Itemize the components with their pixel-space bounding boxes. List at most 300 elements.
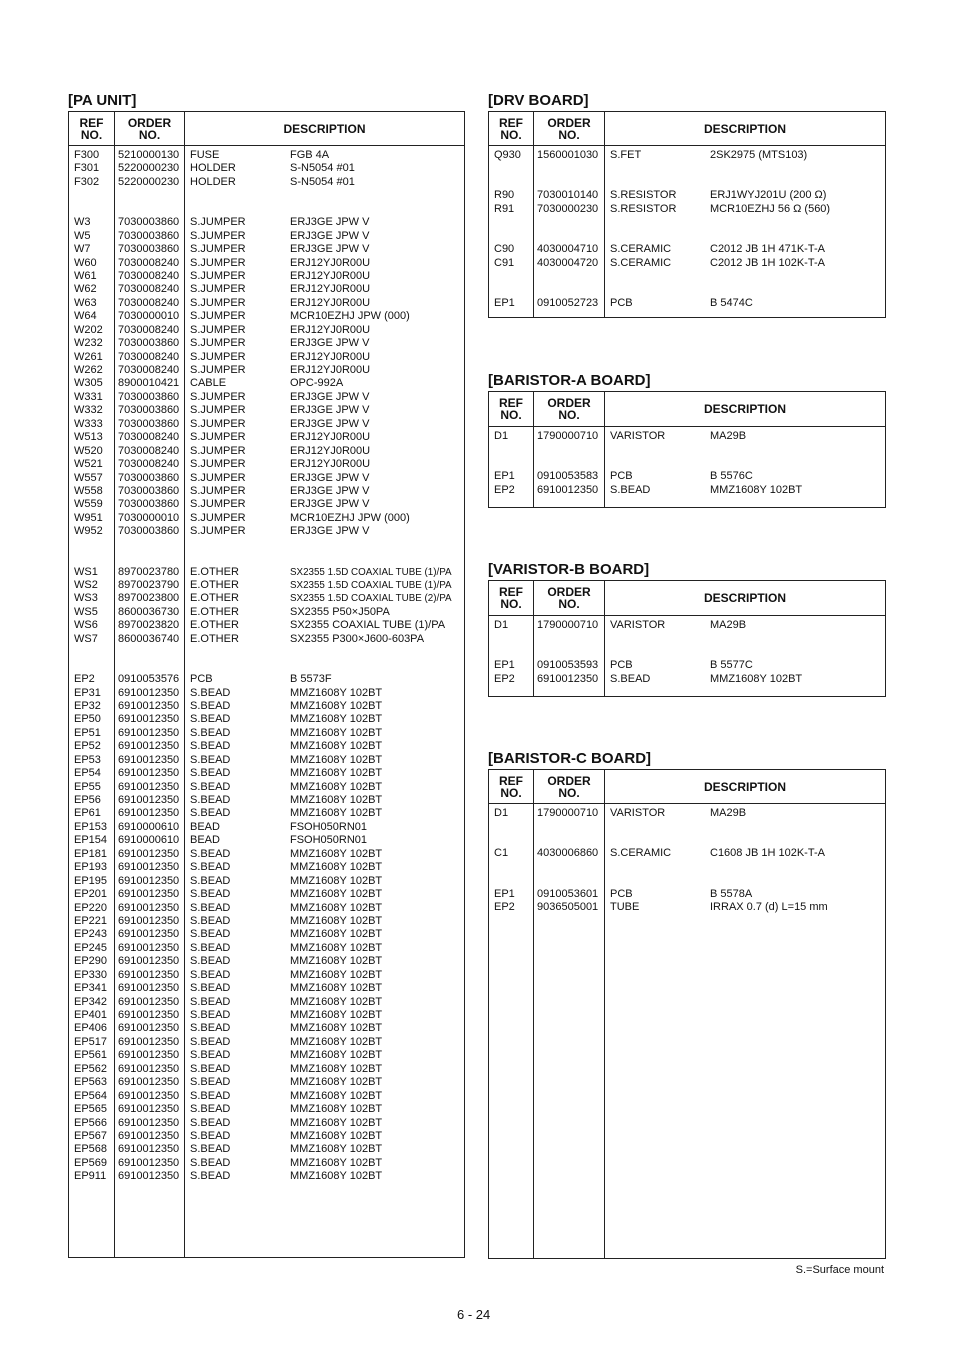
order-no: 7030008240: [118, 431, 180, 444]
ref-no: W63: [74, 296, 97, 309]
part-type: S.CERAMIC: [610, 256, 672, 269]
order-no: 0910053601: [537, 887, 599, 900]
order-no: 6910012350: [118, 874, 180, 887]
order-no: 8970023820: [118, 619, 180, 632]
order-no: 6910012350: [118, 1143, 180, 1156]
order-no: 6910012350: [118, 968, 180, 981]
part-spec: ERJ3GE JPW V: [290, 471, 370, 484]
part-spec: MMZ1608Y 102BT: [290, 888, 383, 901]
varistor-b-table: [488, 580, 886, 697]
description: [190, 687, 464, 700]
description: [190, 821, 464, 834]
part-type: S.JUMPER: [190, 417, 246, 430]
ref-no: EP2: [494, 672, 515, 685]
description: [190, 969, 464, 982]
part-spec: B 5578A: [710, 887, 753, 900]
part-spec: MMZ1608Y 102BT: [290, 968, 383, 981]
description: [190, 1049, 464, 1062]
col-header-order: ORDER NO.: [534, 392, 605, 427]
order-column: [534, 616, 605, 697]
ref-no: EP565: [74, 1103, 108, 1116]
col-header-order: ORDER NO.: [534, 112, 605, 146]
part-spec: ERJ3GE JPW V: [290, 390, 370, 403]
order-no: 7030008240: [118, 444, 180, 457]
description: [190, 902, 464, 915]
description: [190, 1170, 464, 1183]
part-type: S.BEAD: [190, 901, 231, 914]
description: [190, 888, 464, 901]
section-title: [VARISTOR-B BOARD]: [488, 561, 650, 578]
col-header-description: DESCRIPTION: [605, 581, 886, 616]
part-spec: MMZ1608Y 102BT: [290, 726, 383, 739]
part-spec: MMZ1608Y 102BT: [290, 1049, 383, 1062]
ref-no: WS1: [74, 565, 98, 578]
ref-no: EP401: [74, 1009, 108, 1021]
ref-no: W558: [74, 484, 103, 497]
part-spec: ERJ1WYJ201U (200 Ω): [710, 189, 827, 202]
ref-no: C90: [494, 243, 515, 256]
description-column: [605, 616, 886, 697]
order-no: 6910012350: [537, 483, 599, 496]
part-type: S.BEAD: [190, 1022, 231, 1035]
part-spec: ERJ3GE JPW V: [290, 484, 370, 497]
part-spec: MMZ1608Y 102BT: [290, 1009, 383, 1021]
col-header-ref: REF NO.: [69, 112, 115, 146]
part-type: S.BEAD: [190, 1103, 231, 1116]
description: [190, 592, 464, 605]
ref-no: EP55: [74, 780, 101, 793]
description: [190, 579, 464, 592]
description: [190, 955, 464, 968]
part-type: S.BEAD: [190, 1009, 231, 1021]
description: [190, 781, 464, 794]
ref-column: [69, 146, 115, 1258]
order-no: 9036505001: [537, 901, 599, 914]
order-no: 6910012350: [118, 794, 180, 806]
ref-no: C91: [494, 256, 515, 269]
description: [190, 1063, 464, 1076]
col-header-ref: REF NO.: [489, 112, 534, 146]
order-no: 7030003860: [118, 525, 180, 538]
part-type: E.OTHER: [190, 565, 239, 578]
part-type: FUSE: [190, 149, 220, 161]
ref-no: EP51: [74, 726, 101, 739]
ref-no: WS5: [74, 605, 98, 618]
part-type: S.JUMPER: [190, 269, 246, 282]
order-no: 7030003860: [118, 337, 180, 350]
part-type: S.JUMPER: [190, 323, 246, 336]
part-type: S.BEAD: [190, 1129, 231, 1142]
ref-column: [489, 804, 534, 1259]
col-header-order: ORDER NO.: [534, 581, 605, 616]
description: [190, 996, 464, 1009]
description: [190, 445, 464, 458]
ref-no: W332: [74, 404, 103, 417]
order-no: 7030008240: [118, 296, 180, 309]
part-spec: SX2355 P50×J50PA: [290, 605, 390, 618]
order-no: 6910012350: [118, 847, 180, 860]
description: [190, 391, 464, 404]
description: [190, 418, 464, 431]
part-type: S.JUMPER: [190, 525, 246, 538]
description: [190, 767, 464, 780]
order-no: 7030000010: [118, 511, 180, 524]
part-type: S.BEAD: [190, 1035, 231, 1048]
part-type: S.BEAD: [190, 1049, 231, 1062]
part-spec: ERJ3GE JPW V: [290, 337, 370, 350]
part-spec: MMZ1608Y 102BT: [290, 901, 383, 914]
ref-no: EP406: [74, 1022, 108, 1035]
ref-no: EP2: [494, 901, 515, 914]
description: [190, 337, 464, 350]
ref-no: EP567: [74, 1129, 108, 1142]
order-no: 6910012350: [118, 1103, 180, 1116]
ref-no: EP193: [74, 861, 108, 874]
col-header-description: DESCRIPTION: [605, 112, 886, 146]
order-column: [534, 804, 605, 1259]
ref-no: W333: [74, 417, 103, 430]
part-type: TUBE: [610, 901, 640, 914]
order-no: 1790000710: [537, 807, 599, 819]
description: [610, 297, 885, 310]
part-spec: MMZ1608Y 102BT: [290, 686, 383, 699]
ref-no: W513: [74, 431, 103, 444]
part-spec: MA29B: [710, 619, 747, 631]
description: [190, 807, 464, 820]
order-no: 8970023780: [118, 565, 180, 578]
description: [190, 1090, 464, 1103]
order-no: 7030003860: [118, 390, 180, 403]
order-no: 4030006860: [537, 847, 599, 860]
part-spec: MMZ1608Y 102BT: [290, 955, 383, 968]
part-type: S.JUMPER: [190, 458, 246, 471]
ref-no: EP56: [74, 794, 101, 806]
part-spec: MMZ1608Y 102BT: [290, 740, 383, 753]
description: [190, 257, 464, 270]
part-type: HOLDER: [190, 162, 236, 175]
ref-no: EP290: [74, 955, 108, 968]
part-type: S.BEAD: [190, 780, 231, 793]
part-type: S.BEAD: [190, 767, 231, 780]
part-spec: MMZ1608Y 102BT: [290, 861, 383, 874]
part-type: PCB: [610, 887, 633, 900]
part-type: S.JUMPER: [190, 404, 246, 417]
part-type: S.JUMPER: [190, 484, 246, 497]
col-header-description: DESCRIPTION: [185, 112, 465, 146]
description: [190, 1022, 464, 1035]
pa-unit-section: [68, 93, 465, 1258]
ref-no: EP564: [74, 1089, 108, 1102]
description: [190, 283, 464, 296]
part-spec: MMZ1608Y 102BT: [290, 1170, 383, 1183]
part-spec: MA29B: [710, 807, 747, 819]
part-spec: ERJ3GE JPW V: [290, 216, 370, 229]
description: [190, 176, 464, 189]
part-type: S.BEAD: [190, 726, 231, 739]
part-type: PCB: [610, 296, 633, 309]
ref-no: EP568: [74, 1143, 108, 1156]
ref-no: WS7: [74, 632, 98, 645]
description: [610, 619, 885, 632]
description: [190, 1076, 464, 1089]
ref-no: EP341: [74, 982, 108, 995]
order-no: 7030008240: [118, 364, 180, 376]
part-type: S.BEAD: [190, 995, 231, 1008]
description: [190, 324, 464, 337]
order-no: 0910053583: [537, 470, 599, 483]
ref-no: EP181: [74, 847, 108, 860]
description: [190, 351, 464, 364]
order-no: 4030004710: [537, 243, 599, 256]
part-spec: S-N5054 #01: [290, 162, 355, 175]
part-spec: B 5573F: [290, 673, 332, 686]
description: [190, 928, 464, 941]
ref-column: [489, 616, 534, 697]
part-spec: MMZ1608Y 102BT: [710, 672, 803, 685]
part-spec: B 5577C: [710, 659, 753, 672]
description: [190, 942, 464, 955]
description: [190, 633, 464, 646]
part-spec: MCR10EZHJ JPW (000): [290, 511, 410, 524]
description: [190, 794, 464, 807]
order-no: 6910012350: [118, 1035, 180, 1048]
description: [190, 525, 464, 538]
part-type: S.BEAD: [190, 1143, 231, 1156]
description: [190, 1009, 464, 1022]
ref-no: EP245: [74, 941, 108, 954]
part-type: BEAD: [190, 820, 220, 833]
description: [190, 1103, 464, 1116]
order-no: 0910053576: [118, 673, 180, 686]
ref-no: F300: [74, 149, 100, 161]
description: [190, 149, 464, 162]
order-no: 6910012350: [118, 1009, 180, 1021]
part-type: S.JUMPER: [190, 243, 246, 256]
baristor-a-table: [488, 391, 886, 508]
part-spec: MMZ1608Y 102BT: [290, 1116, 383, 1129]
order-no: 6910012350: [118, 995, 180, 1008]
part-type: S.JUMPER: [190, 216, 246, 229]
order-no: 6910012350: [118, 780, 180, 793]
part-spec: B 5474C: [710, 296, 753, 309]
order-no: 6910012350: [118, 767, 180, 780]
part-spec: S-N5054 #01: [290, 175, 355, 188]
ref-no: WS3: [74, 592, 98, 605]
part-type: S.CERAMIC: [610, 243, 672, 256]
ref-no: R91: [494, 202, 515, 215]
part-type: S.JUMPER: [190, 310, 246, 323]
part-type: S.BEAD: [190, 982, 231, 995]
description: [190, 619, 464, 632]
description: [190, 216, 464, 229]
ref-no: EP1: [494, 887, 515, 900]
description: [610, 659, 885, 672]
part-type: S.JUMPER: [190, 431, 246, 444]
description: [610, 470, 885, 483]
part-spec: MMZ1608Y 102BT: [290, 1062, 383, 1075]
ref-no: W3: [74, 216, 91, 229]
part-spec: SX2355 1.5D COAXIAL TUBE (1)/PA: [290, 566, 452, 578]
ref-no: EP569: [74, 1156, 108, 1169]
part-spec: SX2355 P300×J600-603PA: [290, 632, 425, 645]
description: [190, 243, 464, 256]
order-no: 7030008240: [118, 283, 180, 296]
description: [610, 673, 885, 686]
ref-no: EP2: [74, 673, 95, 686]
part-spec: MMZ1608Y 102BT: [290, 767, 383, 780]
order-no: 8900010421: [118, 377, 180, 390]
order-no: 6910012350: [118, 982, 180, 995]
col-header-ref: REF NO.: [489, 392, 534, 427]
order-no: 8970023800: [118, 592, 180, 605]
part-spec: OPC-992A: [290, 377, 344, 390]
part-type: S.RESISTOR: [610, 189, 677, 202]
order-no: 7030003860: [118, 471, 180, 484]
part-spec: ERJ3GE JPW V: [290, 229, 370, 242]
ref-no: EP1: [494, 659, 515, 672]
order-no: 6910012350: [118, 1116, 180, 1129]
part-spec: MMZ1608Y 102BT: [290, 713, 383, 726]
part-spec: C2012 JB 1H 102K-T-A: [710, 256, 825, 269]
ref-no: EP330: [74, 968, 108, 981]
ref-no: EP561: [74, 1049, 108, 1062]
part-type: S.JUMPER: [190, 350, 246, 363]
order-no: 6910012350: [118, 807, 180, 820]
ref-no: W61: [74, 269, 97, 282]
description: [190, 297, 464, 310]
order-no: 6910012350: [118, 888, 180, 901]
description: [610, 807, 885, 820]
part-spec: FGB 4A: [290, 149, 330, 161]
ref-no: W232: [74, 337, 103, 350]
order-no: 7030008240: [118, 323, 180, 336]
description: [190, 848, 464, 861]
order-no: 6910012350: [118, 753, 180, 766]
section-title: [DRV BOARD]: [488, 92, 589, 109]
description: [190, 1117, 464, 1130]
ref-no: W557: [74, 471, 103, 484]
part-type: S.BEAD: [190, 914, 231, 927]
ref-no: EP201: [74, 888, 108, 901]
ref-no: D1: [494, 430, 509, 442]
part-type: S.JUMPER: [190, 498, 246, 511]
description: [610, 149, 885, 162]
ref-no: Q930: [494, 149, 521, 161]
section-title: [BARISTOR-C BOARD]: [488, 750, 652, 767]
order-no: 7030003860: [118, 229, 180, 242]
part-spec: SX2355 1.5D COAXIAL TUBE (2)/PA: [290, 593, 452, 605]
ref-column: [489, 146, 534, 318]
part-spec: ERJ3GE JPW V: [290, 525, 370, 538]
part-spec: MCR10EZHJ JPW (000): [290, 310, 410, 323]
order-no: 6910000610: [118, 834, 180, 847]
part-type: S.BEAD: [190, 888, 231, 901]
ref-no: EP154: [74, 834, 108, 847]
description: [190, 377, 464, 390]
ref-no: EP220: [74, 901, 108, 914]
order-no: 6910012350: [118, 1156, 180, 1169]
order-column: [115, 146, 185, 1258]
description: [190, 673, 464, 686]
order-no: 7030003860: [118, 404, 180, 417]
order-no: 7030003860: [118, 417, 180, 430]
part-spec: ERJ3GE JPW V: [290, 404, 370, 417]
ref-no: EP195: [74, 874, 108, 887]
part-type: S.JUMPER: [190, 229, 246, 242]
part-type: S.BEAD: [190, 740, 231, 753]
ref-no: EP517: [74, 1035, 108, 1048]
order-no: 6910000610: [118, 820, 180, 833]
order-no: 6910012350: [118, 861, 180, 874]
order-no: 7030003860: [118, 484, 180, 497]
description: [610, 430, 885, 443]
description: [190, 364, 464, 377]
ref-no: W331: [74, 390, 103, 403]
part-type: S.BEAD: [190, 686, 231, 699]
order-no: 6910012350: [118, 901, 180, 914]
description: [190, 861, 464, 874]
ref-no: W7: [74, 243, 91, 256]
ref-no: WS2: [74, 579, 98, 591]
order-no: 7030008240: [118, 458, 180, 471]
description: [190, 404, 464, 417]
description: [190, 834, 464, 847]
part-type: S.BEAD: [190, 794, 231, 806]
ref-no: F301: [74, 162, 100, 175]
order-no: 5220000230: [118, 162, 180, 175]
description: [190, 310, 464, 323]
part-type: S.BEAD: [190, 1156, 231, 1169]
part-type: S.BEAD: [190, 874, 231, 887]
part-spec: MMZ1608Y 102BT: [290, 1129, 383, 1142]
description: [190, 230, 464, 243]
baristor-a-section: [488, 373, 886, 508]
part-spec: MMZ1608Y 102BT: [290, 995, 383, 1008]
ref-no: EP911: [74, 1170, 107, 1183]
part-spec: C1608 JB 1H 102K-T-A: [710, 847, 825, 860]
part-spec: ERJ3GE JPW V: [290, 417, 370, 430]
description: [190, 1130, 464, 1143]
part-type: S.JUMPER: [190, 337, 246, 350]
part-spec: C2012 JB 1H 471K-T-A: [710, 243, 825, 256]
ref-no: W64: [74, 310, 97, 323]
order-no: 4030004720: [537, 256, 599, 269]
part-type: E.OTHER: [190, 619, 239, 632]
part-spec: ERJ3GE JPW V: [290, 498, 370, 511]
description: [190, 472, 464, 485]
order-no: 6910012350: [118, 1089, 180, 1102]
description: [190, 458, 464, 471]
description: [190, 713, 464, 726]
part-type: S.JUMPER: [190, 364, 246, 376]
col-header-order: ORDER NO.: [115, 112, 185, 146]
description: [610, 189, 885, 202]
part-spec: ERJ12YJ0R00U: [290, 458, 371, 471]
part-type: E.OTHER: [190, 592, 239, 605]
part-spec: ERJ3GE JPW V: [290, 243, 370, 256]
order-no: 7030000010: [118, 310, 180, 323]
description: [190, 875, 464, 888]
ref-no: EP562: [74, 1062, 108, 1075]
order-no: 6910012350: [118, 726, 180, 739]
part-spec: SX2355 COAXIAL TUBE (1)/PA: [290, 619, 446, 632]
order-no: 1560001030: [537, 149, 599, 161]
part-type: S.BEAD: [610, 672, 651, 685]
part-type: PCB: [610, 659, 633, 672]
part-spec: MMZ1608Y 102BT: [290, 874, 383, 887]
part-type: E.OTHER: [190, 632, 239, 645]
part-spec: MMZ1608Y 102BT: [290, 1076, 383, 1089]
